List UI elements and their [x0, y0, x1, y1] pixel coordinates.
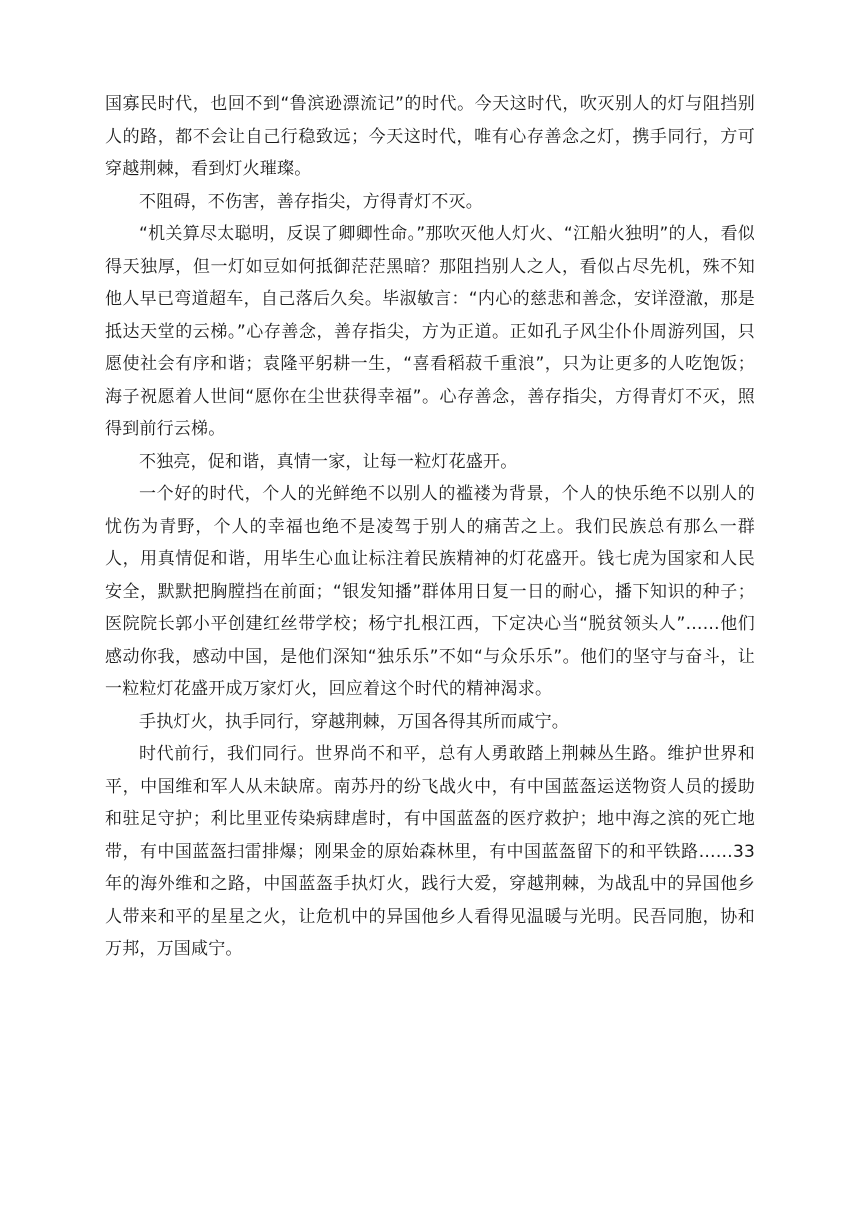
document-body	[105, 88, 755, 966]
paragraph-body-1: “机关算尽太聪明，反误了卿卿性命。”那吹灭他人灯火、“江船火独明”的人，看似得天独厚，但一灯如豆如何抵御茫茫黑暗？那阻挡别人之人，看似占尽先机，殊不知他人早已弯道超车，自己落后久矣。毕淑敏言：“内心的慈悲和善念，安详澄澈，那是抵达天堂的云梯。”心存善念，善存指尖，方为正道。正如孔子风尘仆仆周游列国，只愿使社会有序和谐；袁隆平躬耕一生，“喜看稻菽千重浪”，只为让更多的人吃饱饭；海子祝愿着人世间“愿你在尘世获得幸福”。心存善念，善存指尖，方得青灯不灭，照得到前行云梯。	[105, 224, 755, 439]
paragraph-heading-2: 不独亮，促和谐，真情一家，让每一粒灯花盛开。	[139, 451, 518, 472]
paragraph-continuation: 国寡民时代，也回不到“鲁滨逊漂流记”的时代。今天这时代，吹灭别人的灯与阻挡别人的路，都不会让自己行稳致远；今天这时代，唯有心存善念之灯，携手同行，方可穿越荆棘，看到灯火璀璨。	[105, 94, 755, 179]
paragraph-heading-3: 手执灯火，执手同行，穿越荆棘，万国各得其所而咸宁。	[139, 711, 569, 732]
paragraph-body-2: 一个好的时代，个人的光鲜绝不以别人的褴褛为背景，个人的快乐绝不以别人的忧伤为青野，个人的幸福也绝不是凌驾于别人的痛苦之上。我们民族总有那么一群人，用真情促和谐，用毕生心血让标注着民族精神的灯花盛开。钱七虎为国家和人民安全，默默把胸膛挡在前面；“银发知播”群体用日复一日的耐心，播下知识的种子；医院院长郭小平创建红丝带学校；杨宁扎根江西，下定决心当“脱贫领头人”……他们感动你我，感动中国，是他们深知“独乐乐”不如“与众乐乐”。他们的坚守与奋斗，让一粒粒灯花盛开成万家灯火，回应着这个时代的精神渴求。	[105, 484, 755, 699]
paragraph-heading-1: 不阻碍，不伤害，善存指尖，方得青灯不灭。	[139, 191, 483, 212]
paragraph-body-3: 时代前行，我们同行。世界尚不和平，总有人勇敢踏上荆棘丛生路。维护世界和平，中国维和军人从未缺席。南苏丹的纷飞战火中，有中国蓝盔运送物资人员的援助和驻足守护；利比里亚传染病肆虐时，有中国蓝盔的医疗救护；地中海之滨的死亡地带，有中国蓝盔扫雷排爆；刚果金的原始森林里，有中国蓝盔留下的和平铁路……33年的海外维和之路，中国蓝盔手执灯火，践行大爱，穿越荆棘，为战乱中的异国他乡人带来和平的星星之火，让危机中的异国他乡人看得见温暖与光明。民吾同胞，协和万邦，万国咸宁。	[105, 744, 755, 959]
